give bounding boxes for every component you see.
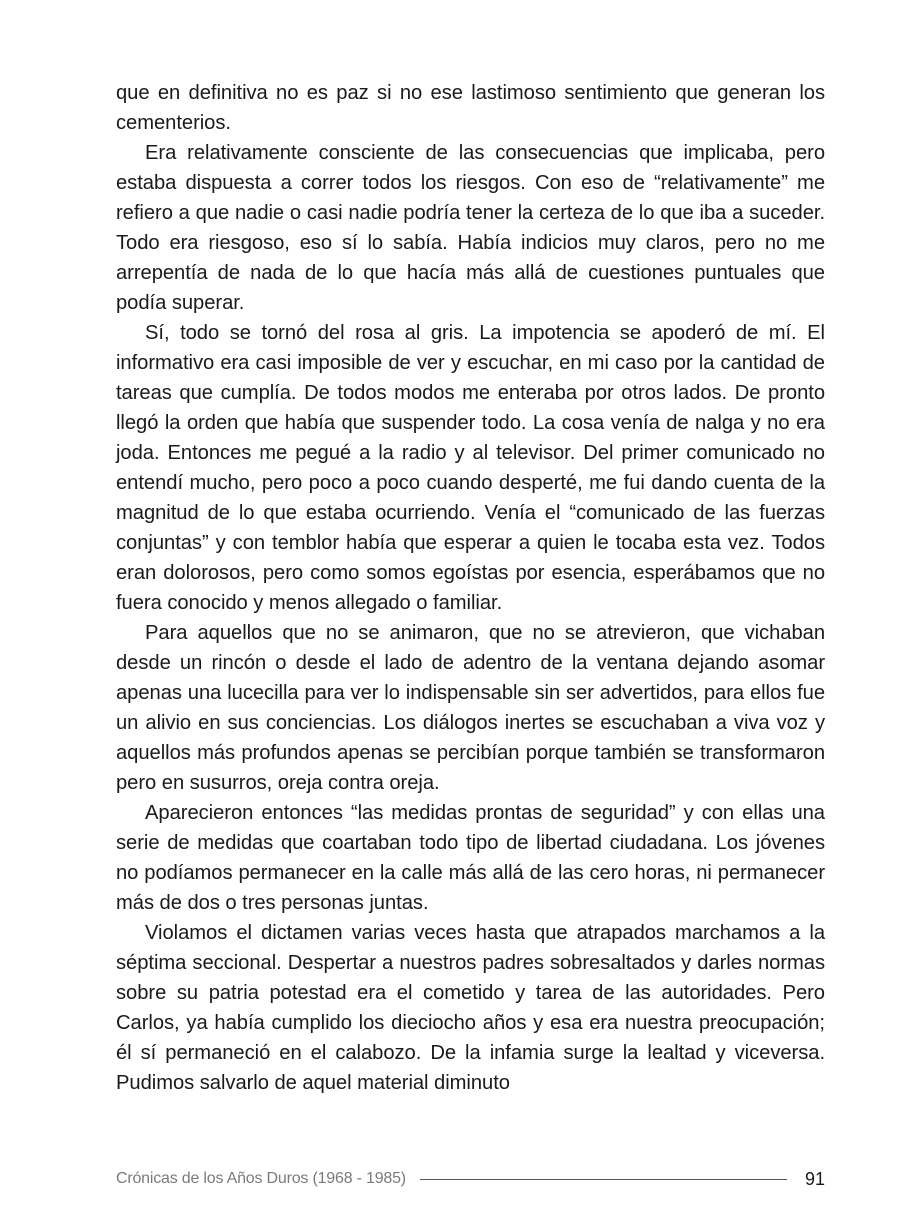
paragraph-3: Sí, todo se tornó del rosa al gris. La impotencia se apoderó de mí. El informativo era casi imposible de ver y escuchar, en mi caso por la cantidad de tareas que cumplía. De todos modos me enteraba por otros lados. De pronto llegó la orden que había que suspender todo. La cosa venía de nalga y no era joda. Entonces me pegué a la radio y al televisor. Del primer comunicado no entendí mucho, pero poco a poco cuando desperté, me fui dando cuenta de la magnitud de lo que estaba ocurriendo. Venía el “comunicado de las fuerzas conjuntas” y con temblor había que esperar a quien le tocaba esta vez. Todos eran dolorosos, pero como somos egoístas por esencia, esperábamos que no fuera conocido y menos allegado o familiar. — [116, 322, 825, 614]
footer-divider — [420, 1179, 787, 1180]
paragraph-6: Violamos el dictamen varias veces hasta que atrapados marchamos a la séptima seccional. Despertar a nuestros padres sobresaltados y darles normas sobre su patria potestad era el cometido y tarea de las autoridades. Pero Carlos, ya había cumplido los dieciocho años y esa era nuestra preocupación; él sí permaneció en el calabozo. De la infamia surge la lealtad y viceversa. Pudimos salvarlo de aquel material diminuto — [116, 922, 825, 1094]
paragraph-5: Aparecieron entonces “las medidas prontas de seguridad” y con ellas una serie de medidas que coartaban todo tipo de libertad ciudadana. Los jóvenes no podíamos permanecer en la calle más allá de las cero horas, ni permanecer más de dos o tres personas juntas. — [116, 802, 825, 914]
paragraph-1: que en definitiva no es paz si no ese lastimoso sentimiento que generan los cementerios. — [116, 82, 825, 134]
page-body — [116, 78, 825, 1098]
paragraph-4: Para aquellos que no se animaron, que no se atrevieron, que vichaban desde un rincón o desde el lado de adentro de la ventana dejando asomar apenas una lucecilla para ver lo indispensable sin ser advertidos, para ellos fue un alivio en sus conciencias. Los diálogos inertes se escuchaban a viva voz y aquellos más profundos apenas se percibían porque también se transformaron pero en susurros, oreja contra oreja. — [116, 622, 825, 794]
running-footer-title: Crónicas de los Años Duros (1968 - 1985) — [116, 1170, 406, 1187]
page-footer — [116, 1166, 825, 1192]
paragraph-2: Era relativamente consciente de las consecuencias que implicaba, pero estaba dispuesta a correr todos los riesgos. Con eso de “relativamente” me refiero a que nadie o casi nadie podría tener la certeza de lo que iba a suceder. Todo era riesgoso, eso sí lo sabía. Había indicios muy claros, pero no me arrepentía de nada de lo que hacía más allá de cuestiones puntuales que podía superar. — [116, 142, 825, 314]
page-number: 91 — [804, 1168, 825, 1189]
